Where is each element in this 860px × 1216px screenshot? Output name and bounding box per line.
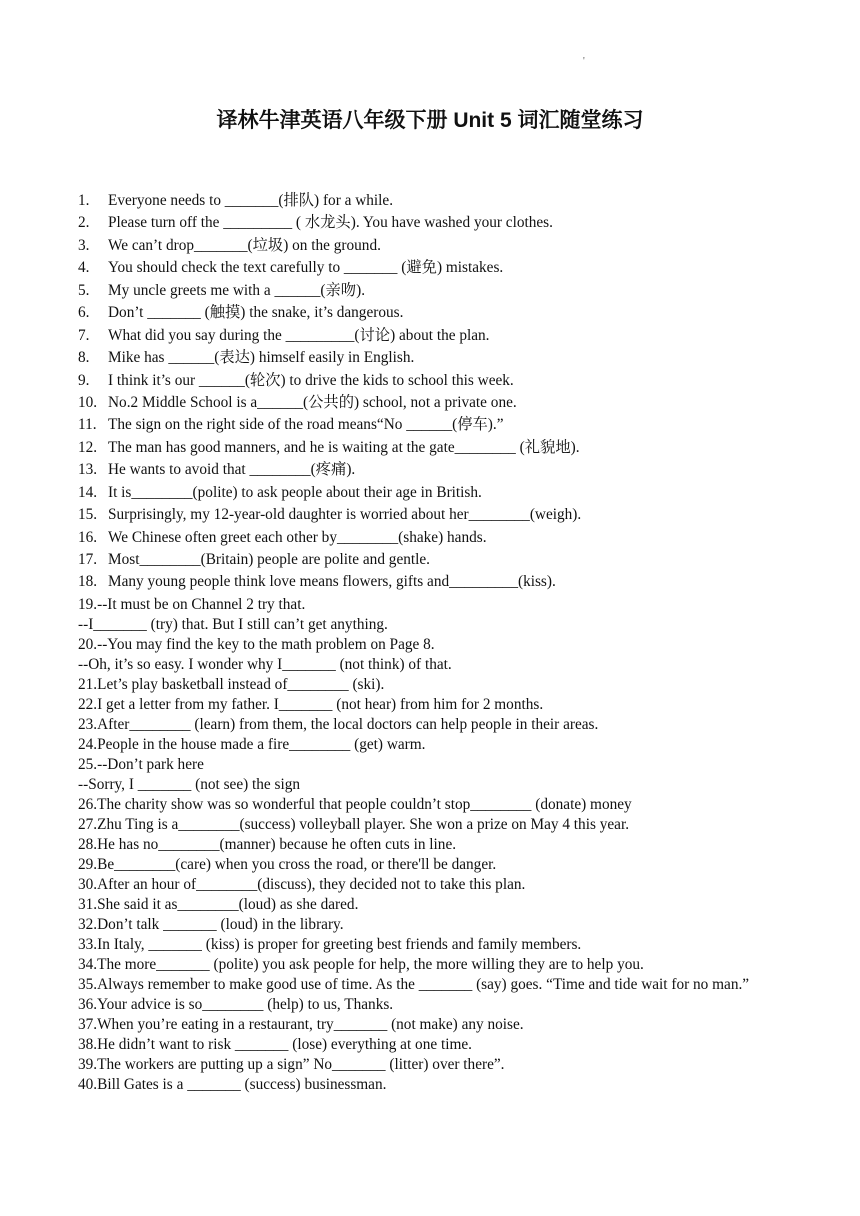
- exercise-line: 21.Let’s play basketball instead of________ (ski).: [78, 675, 385, 693]
- exercise-line: 20.--You may find the key to the math problem on Page 8.: [78, 635, 435, 653]
- item-number: 6.: [78, 304, 90, 322]
- top-mark: ': [583, 56, 585, 67]
- item-text: It is________(polite) to ask people about their age in British.: [108, 483, 482, 501]
- exercise-item: [78, 460, 790, 480]
- item-number: 1.: [78, 192, 90, 209]
- exercise-line: 35.Always remember to make good use of time. As the _______ (say) goes. “Time and tide wait for no man.”: [78, 975, 750, 993]
- exercise-line: --I_______ (try) that. But I still can’t get anything.: [78, 615, 388, 633]
- exercise-line: 36.Your advice is so________ (help) to us, Thanks.: [78, 995, 394, 1013]
- exercise-item: [78, 236, 790, 256]
- item-number: 3.: [78, 236, 90, 254]
- item-number: 4.: [78, 259, 90, 277]
- item-text: The sign on the right side of the road means“No ______(停车).”: [108, 416, 504, 434]
- exercise-item: [78, 303, 790, 323]
- item-number: 7.: [78, 326, 90, 344]
- item-number: 12.: [78, 438, 98, 456]
- item-number: 10.: [78, 393, 98, 411]
- exercise-line: 24.People in the house made a fire________ (get) warm.: [78, 735, 426, 753]
- item-text: What did you say during the _________(讨论) about the plan.: [108, 326, 490, 344]
- exercise-item: [78, 528, 790, 548]
- exercise-item: [78, 438, 790, 458]
- item-number: 9.: [78, 371, 90, 389]
- item-number: 14.: [78, 483, 98, 501]
- item-text: We Chinese often greet each other by________(shake) hands.: [108, 528, 487, 546]
- exercise-item: [78, 326, 790, 346]
- item-number: 17.: [78, 551, 98, 568]
- exercise-line: 22.I get a letter from my father. I_______ (not hear) from him for 2 months.: [78, 695, 544, 713]
- item-text: He wants to avoid that ________(疼痛).: [108, 461, 356, 479]
- exercise-line: --Sorry, I _______ (not see) the sign: [78, 775, 301, 793]
- item-number: 13.: [78, 461, 98, 479]
- item-text: No.2 Middle School is a______(公共的) school, not a private one.: [108, 393, 517, 411]
- exercise-item: [78, 348, 790, 368]
- item-text: Everyone needs to _______(排队) for a while.: [108, 192, 394, 209]
- exercise-item: [78, 505, 790, 525]
- item-text: Don’t _______ (触摸) the snake, it’s dangerous.: [108, 304, 404, 322]
- page-title: 译林牛津英语八年级下册 Unit 5 词汇随堂练习: [216, 109, 644, 132]
- item-number: 5.: [78, 281, 90, 299]
- item-text: You should check the text carefully to _______ (避免) mistakes.: [108, 259, 504, 277]
- exercise-line: 27.Zhu Ting is a________(success) volleyball player. She won a prize on May 4 this year.: [78, 815, 630, 833]
- exercise-line: 34.The more_______ (polite) you ask people for help, the more willing they are to help you.: [78, 955, 644, 973]
- exercise-line: 26.The charity show was so wonderful that people couldn’t stop________ (donate) money: [78, 795, 632, 813]
- item-text: Mike has ______(表达) himself easily in English.: [108, 349, 415, 367]
- exercise-item: [78, 191, 790, 211]
- exercise-line: 28.He has no________(manner) because he often cuts in line.: [78, 835, 457, 853]
- item-text: My uncle greets me with a ______(亲吻).: [108, 281, 366, 299]
- item-number: 16.: [78, 528, 98, 546]
- exercise-line: 37.When you’re eating in a restaurant, try_______ (not make) any noise.: [78, 1015, 524, 1033]
- item-text: I think it’s our ______(轮次) to drive the kids to school this week.: [108, 371, 514, 389]
- exercise-line: 25.--Don’t park here: [78, 755, 204, 773]
- exercise-item: [78, 572, 790, 592]
- exercise-item: [78, 550, 790, 570]
- exercise-line: 33.In Italy, _______ (kiss) is proper for greeting best friends and family members.: [78, 935, 582, 953]
- item-number: 15.: [78, 506, 98, 524]
- exercise-line: 19.--It must be on Channel 2 try that.: [78, 595, 306, 613]
- exercise-item: [78, 213, 790, 233]
- exercise-line: 38.He didn’t want to risk _______ (lose) everything at one time.: [78, 1035, 472, 1053]
- exercise-item: [78, 393, 790, 413]
- item-text: The man has good manners, and he is waiting at the gate________ (礼貌地).: [108, 438, 580, 456]
- item-text: We can’t drop_______(垃圾) on the ground.: [108, 236, 381, 254]
- exercise-line: 29.Be________(care) when you cross the road, or there'll be danger.: [78, 855, 497, 873]
- item-number: 8.: [78, 349, 90, 367]
- exercise-line: 32.Don’t talk _______ (loud) in the library.: [78, 915, 344, 933]
- exercise-item: [78, 371, 790, 391]
- item-text: Surprisingly, my 12-year-old daughter is worried about her________(weigh).: [108, 506, 582, 524]
- exercise-item: [78, 258, 790, 278]
- exercise-line: 23.After________ (learn) from them, the local doctors can help people in their areas.: [78, 715, 599, 733]
- item-number: 2.: [78, 214, 90, 232]
- exercise-list: [78, 191, 790, 1095]
- exercise-item: [78, 415, 790, 435]
- exercise-line: 40.Bill Gates is a _______ (success) businessman.: [78, 1075, 387, 1093]
- exercise-item: [78, 483, 790, 503]
- exercise-line: 31.She said it as________(loud) as she dared.: [78, 895, 359, 913]
- item-text: Most________(Britain) people are polite and gentle.: [108, 551, 431, 568]
- exercise-item: [78, 281, 790, 301]
- item-text: Please turn off the _________ ( 水龙头). You have washed your clothes.: [108, 214, 553, 232]
- item-number: 18.: [78, 573, 98, 591]
- exercise-line: 30.After an hour of________(discuss), they decided not to take this plan.: [78, 875, 526, 893]
- exercise-line: --Oh, it’s so easy. I wonder why I_______ (not think) of that.: [78, 655, 452, 673]
- item-text: Many young people think love means flowers, gifts and_________(kiss).: [108, 573, 556, 591]
- item-number: 11.: [78, 416, 97, 434]
- exercise-line: 39.The workers are putting up a sign” No_______ (litter) over there”.: [78, 1055, 505, 1073]
